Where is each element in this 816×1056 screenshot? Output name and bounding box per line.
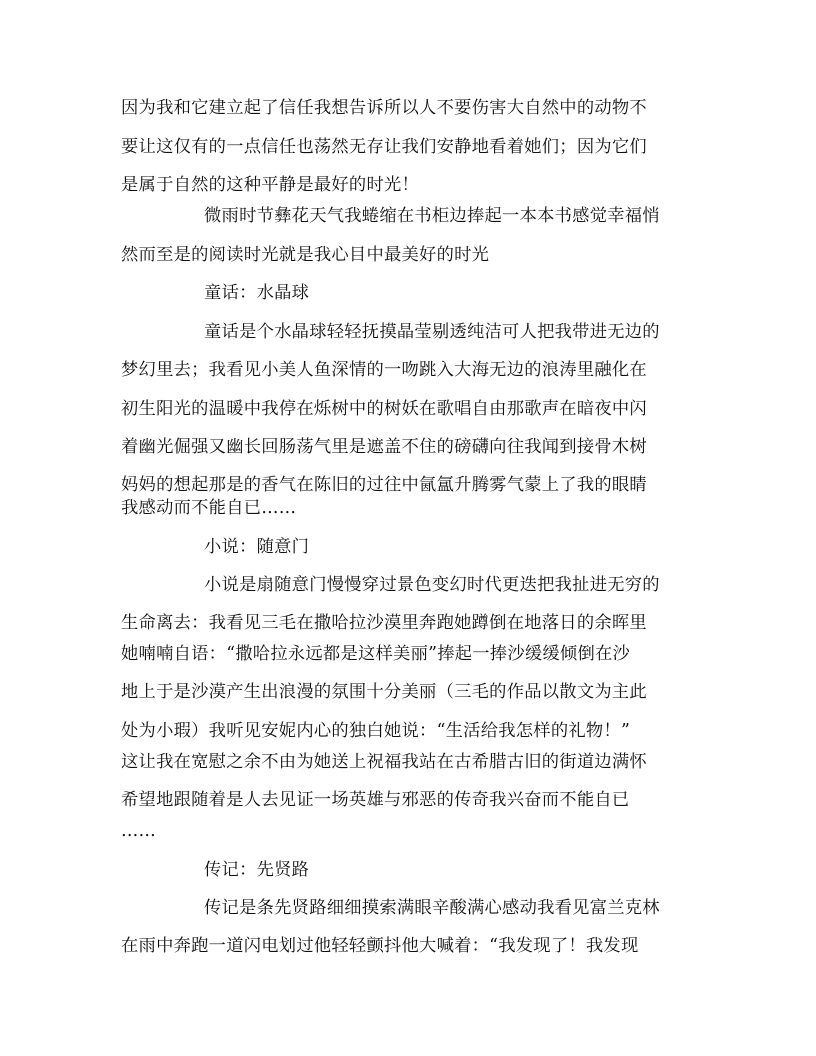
text-line: 在雨中奔跑一道闪电划过他轻轻颤抖他大喊着：“我发现了！我发现: [121, 936, 639, 956]
text-line: 这让我在宽慰之余不由为她送上祝福我站在古希腊古旧的街道边满怀: [121, 752, 647, 772]
text-line: ……: [121, 821, 157, 841]
section-heading: 小说：随意门: [204, 537, 310, 557]
text-line: 她喃喃自语：“撒哈拉永远都是这样美丽”捧起一捧沙缓缓倾倒在沙: [121, 644, 631, 664]
text-line: 生命离去：我看见三毛在撒哈拉沙漠里奔跑她蹲倒在地落日的余晖里: [121, 613, 647, 633]
text-line: 传记是条先贤路细细摸索满眼辛酸满心感动我看见富兰克林: [204, 898, 660, 918]
text-line: 我感动而不能自已……: [121, 498, 297, 518]
text-line: 妈妈的想起那是的香气在陈旧的过往中氤氲升腾雾气蒙上了我的眼睛: [121, 475, 647, 495]
text-line: 是属于自然的这种平静是最好的时光！: [121, 175, 420, 195]
text-line: 处为小瑕）我听见安妮内心的独白她说：“生活给我怎样的礼物！”: [121, 721, 631, 741]
text-line: 然而至是的阅读时光就是我心目中最美好的时光: [121, 245, 490, 265]
text-line: 要让这仅有的一点信任也荡然无存让我们安静地看着她们；因为它们: [121, 137, 647, 157]
text-line: 童话是个水晶球轻轻抚摸晶莹剔透纯洁可人把我带进无边的: [204, 322, 660, 342]
section-heading: 童话：水晶球: [204, 283, 310, 303]
text-line: 地上于是沙漠产生出浪漫的氛围十分美丽（三毛的作品以散文为主此: [121, 682, 647, 702]
text-line: 小说是扇随意门慢慢穿过景色变幻时代更迭把我扯进无穷的: [204, 575, 660, 595]
text-line: 因为我和它建立起了信任我想告诉所以人不要伤害大自然中的动物不: [121, 98, 647, 118]
section-heading: 传记：先贤路: [204, 860, 310, 880]
text-line: 初生阳光的温暖中我停在烁树中的树妖在歌唱自由那歌声在暗夜中闪: [121, 399, 647, 419]
text-line: 着幽光倔强又幽长回肠荡气里是遮盖不住的磅礴向往我闻到接骨木树: [121, 437, 647, 457]
text-line: 希望地跟随着是人去见证一场英雄与邪恶的传奇我兴奋而不能自已: [121, 790, 630, 810]
text-line: 梦幻里去；我看见小美人鱼深情的一吻跳入大海无边的浪涛里融化在: [121, 360, 647, 380]
text-line: 微雨时节彝花天气我蜷缩在书柜边捧起一本本书感觉幸福悄: [204, 206, 660, 226]
